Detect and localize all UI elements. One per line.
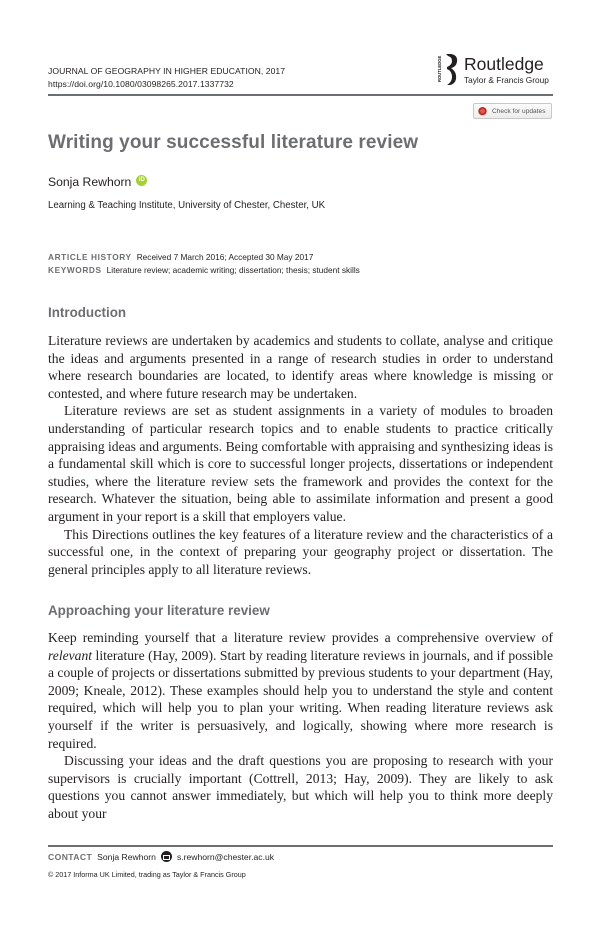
check-for-updates-button[interactable]: [473, 103, 552, 119]
orcid-icon[interactable]: [136, 175, 147, 186]
paragraph: Literature reviews are set as student assignments in a variety of modules to broaden understanding of particular research topics and to enable students to practice critically appraising ideas and arguments. Being comfortable with appraising and synthesizing ideas is a fundamental skill which is core to successful longer projects, dissertations or independent studies, where the literature review sets the framework and provides the context for the research. Whatever the situation, being able to assimilate information and present a good argument in your report is a skill that employers value.: [48, 403, 553, 524]
keywords: [48, 264, 360, 277]
journal-header: [48, 65, 285, 91]
routledge-logo-icon: [437, 52, 459, 86]
paragraph: This Directions outlines the key features of a literature review and the characteristics of a successful one, in the context of preparing your geography project or dissertation. The general principles apply to all literature reviews.: [48, 526, 553, 577]
introduction-body: [48, 332, 553, 578]
article-history: [48, 251, 360, 264]
approaching-body: [48, 629, 553, 823]
paragraph: Discussing your ideas and the draft questions you are proposing to research with your supervisors is crucially important (Cottrell, 2013; Hay, 2009). They are likely to ask questions you cannot answer immediately, but which will help you to think more deeply about your: [48, 753, 553, 821]
article-history-value: Received 7 March 2016; Accepted 30 May 2017: [136, 252, 314, 262]
article-title: Writing your successful literature review: [48, 132, 419, 153]
author-name[interactable]: Sonja Rewhorn: [48, 175, 132, 189]
svg-text:ROUTLEDGE: ROUTLEDGE: [437, 55, 442, 82]
contact-email[interactable]: s.rewhorn@chester.ac.uk: [176, 851, 275, 862]
header-rule: [48, 94, 553, 96]
article-meta: [48, 251, 360, 277]
paragraph: Literature reviews are undertaken by academics and students to collate, analyse and critique the ideas and arguments presented in a range of research studies in order to understand where research boundaries are located, to identify areas where knowledge is missing or contested, and where future research may be undertaken.: [48, 333, 553, 401]
footer-rule: [48, 845, 553, 847]
envelope-icon: [161, 851, 172, 862]
journal-name: JOURNAL OF GEOGRAPHY IN HIGHER EDUCATION, 2017: [48, 66, 286, 76]
contact: [48, 851, 274, 862]
section-heading-introduction: Introduction: [48, 305, 127, 320]
contact-name: Sonja Rewhorn: [97, 851, 156, 862]
contact-label: CONTACT: [48, 851, 93, 862]
copyright: © 2017 Informa UK Limited, trading as Taylor & Francis Group: [48, 870, 246, 879]
crossmark-icon: [478, 107, 487, 116]
check-for-updates-label: Check for updates: [492, 107, 546, 115]
emphasis-relevant: relevant: [48, 647, 93, 663]
keywords-value: Literature review; academic writing; dissertation; thesis; student skills: [106, 265, 360, 275]
author: [48, 175, 147, 189]
paragraph: Keep reminding yourself that a literature review provides a comprehensive overview of relevant literature (Hay, 2009). Start by reading literature reviews in journals, and if possible a couple of projects or dissertations submitted by previous students to your department (Hay, 2009; Kneale, 2012). These examples should help you to understand the style and content required, which will help you to plan your writing. When reading literature reviews ask yourself if the writer is persuasively, and logically, showing where more research is required.: [48, 630, 553, 751]
article-history-label: ARTICLE HISTORY: [48, 252, 132, 262]
section-heading-approaching: Approaching your literature review: [48, 603, 270, 618]
publisher-group: Taylor & Francis Group: [464, 75, 549, 85]
affiliation: Learning & Teaching Institute, University of Chester, Chester, UK: [48, 200, 326, 211]
doi-link[interactable]: https://doi.org/10.1080/03098265.2017.1337732: [48, 79, 234, 89]
publisher-logo: [437, 52, 557, 86]
publisher-name: Routledge: [464, 54, 544, 74]
keywords-label: KEYWORDS: [48, 265, 102, 275]
